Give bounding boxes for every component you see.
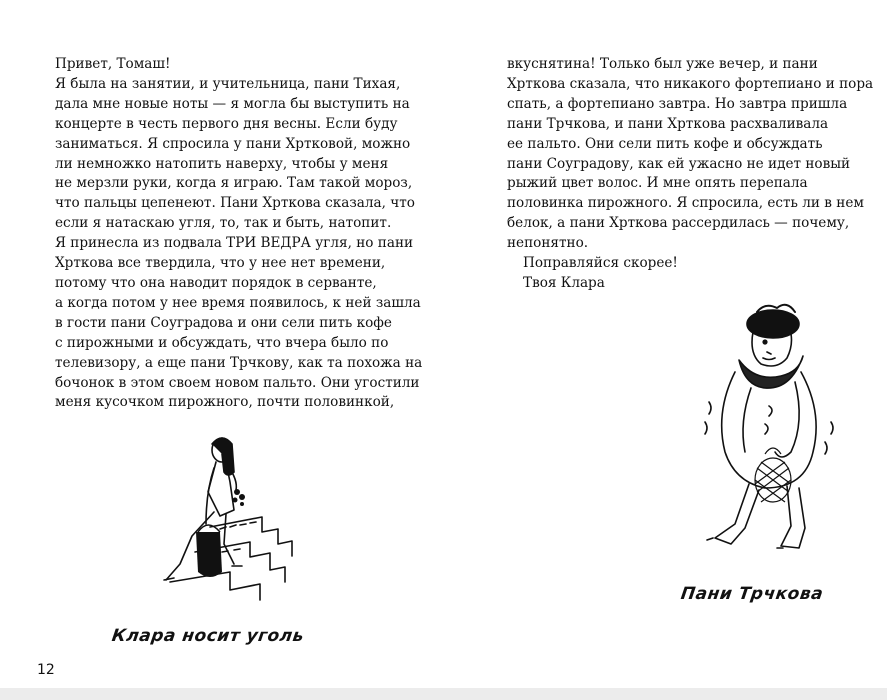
text-line: ли немножко натопить наверху, чтобы у меня <box>55 155 389 172</box>
text-line: не мерзли руки, когда я играю. Там такой мороз, <box>55 175 413 192</box>
page-number: 12 <box>37 662 55 678</box>
text-line: заниматься. Я спросила у пани Хртковой, можно <box>55 135 411 152</box>
left-text-column <box>55 55 422 413</box>
text-line: что пальцы цепенеют. Пани Хрткова сказала, что <box>55 195 415 212</box>
signature-line: Твоя Клара <box>523 274 605 291</box>
text-line: непонятно. <box>507 235 589 252</box>
text-line: половинка пирожного. Я спросила, есть ли в нем <box>507 195 864 212</box>
closing-line: Поправляйся скорее! <box>523 255 678 272</box>
text-line: потому что она наводит порядок в серванте, <box>55 274 377 291</box>
text-line: пани Соуградову, как ей ужасно не идет новый <box>507 155 851 172</box>
text-line: Привет, Томаш! <box>55 56 171 72</box>
text-line: Я была на занятии, и учительница, пани Тихая, <box>55 75 401 92</box>
right-text-column <box>507 55 873 294</box>
text-line: вкуснятина! Только был уже вечер, и пани <box>507 56 818 72</box>
text-line: концерте в честь первого дня весны. Если буду <box>55 115 398 132</box>
text-line: Хрткова все твердила, что у нее нет времени, <box>55 255 386 272</box>
illustration-caption-left: Клара носит уголь <box>110 626 306 646</box>
text-line: спать, а фортепиано завтра. Но завтра пришла <box>507 95 848 112</box>
pani-trchkova-illustration <box>695 302 845 564</box>
text-line: бочонок в этом своем новом пальто. Они угостили <box>55 374 420 391</box>
klara-carrying-coal-illustration <box>150 432 300 612</box>
text-line: пани Трчкова, и пани Хрткова расхваливала <box>507 115 829 132</box>
text-line: а когда потом у нее время появилось, к ней зашла <box>55 294 421 311</box>
illustration-caption-right: Пани Трчкова <box>679 584 825 604</box>
text-line: если я натаскаю угля, то, так и быть, натопит. <box>55 215 392 232</box>
text-line: белок, а пани Хрткова рассердилась — почему, <box>507 215 850 232</box>
text-line: в гости пани Соуградова и они сели пить кофе <box>55 314 392 331</box>
page-footer-strip <box>0 688 887 700</box>
text-line: дала мне новые ноты — я могла бы выступить на <box>55 95 410 112</box>
text-line: рыжий цвет волос. И мне опять перепала <box>507 175 808 192</box>
text-line: телевизору, а еще пани Трчкову, как та похожа на <box>55 354 423 371</box>
text-line: ее пальто. Они сели пить кофе и обсуждать <box>507 135 823 152</box>
text-line: меня кусочком пирожного, почти половинкой, <box>55 394 395 411</box>
text-line: с пирожными и обсуждать, что вчера было по <box>55 334 389 351</box>
text-line: Хрткова сказала, что никакого фортепиано и пора <box>507 75 874 92</box>
text-line: Я принесла из подвала ТРИ ВЕДРА угля, но пани <box>55 235 414 252</box>
